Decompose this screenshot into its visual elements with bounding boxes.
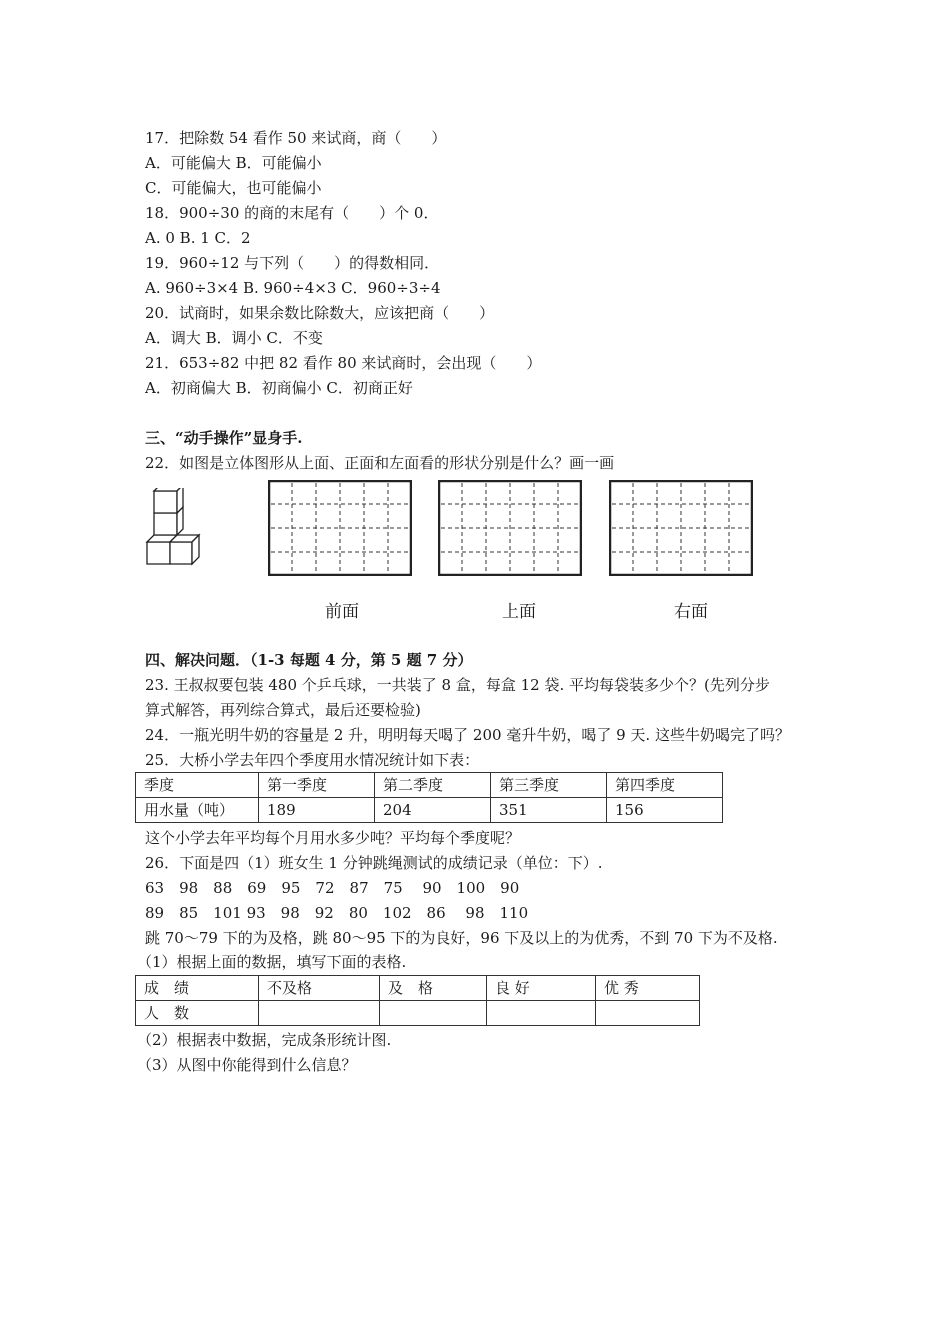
table-row: [136, 773, 723, 798]
caption-right: 右面: [674, 602, 708, 622]
q19-options: A. 960÷3×4 B. 960÷4×3 C．960÷3÷4: [145, 279, 441, 297]
table-header-cell: 季度: [136, 773, 259, 798]
cube-front-face: [154, 491, 177, 513]
table-cell: 189: [259, 798, 375, 823]
q24: 24．一瓶光明牛奶的容量是 2 升，明明每天喝了 200 毫升牛奶，喝了 9 天. 这些牛奶喝完了吗？: [145, 726, 790, 744]
cube-front-face: [154, 513, 177, 535]
sub-question-2: （2）根据表中数据，完成条形统计图.: [137, 1031, 392, 1049]
data-row-1: 63 98 88 69 95 72 87 75 90 100 90: [145, 879, 520, 897]
sub-question-1: （1）根据上面的数据，填写下面的表格.: [137, 953, 407, 971]
table-header-cell: 第二季度: [375, 773, 491, 798]
q26: 26．下面是四（1）班女生 1 分钟跳绳测试的成绩记录（单位：下）.: [145, 854, 603, 872]
q17-options-ab: A．可能偏大 B．可能偏小: [145, 154, 322, 172]
table-header-cell: 优 秀: [596, 976, 700, 1001]
q20-stem: 20．试商时，如果余数比除数大，应该把商（ ）: [145, 304, 495, 322]
table-cell: 156: [607, 798, 723, 823]
water-usage-table: [135, 772, 723, 823]
top-view-grid[interactable]: [438, 480, 582, 576]
table-header-cell: 良 好: [487, 976, 596, 1001]
q25-ask: 这个小学去年平均每个月用水多少吨？平均每个季度呢？: [145, 829, 521, 847]
q17-option-c: C．可能偏大，也可能偏小: [145, 179, 322, 197]
caption-front: 前面: [325, 602, 359, 622]
q22-stem: 22．如图是立体图形从上面、正面和左面看的形状分别是什么？画一画: [145, 454, 615, 472]
table-cell: 用水量（吨）: [136, 798, 259, 823]
answer-cell-excellent[interactable]: [596, 1001, 700, 1026]
right-view-grid[interactable]: [609, 480, 753, 576]
caption-top: 上面: [502, 602, 536, 622]
table-cell: 人 数: [136, 1001, 259, 1026]
table-header-cell: 及 格: [380, 976, 487, 1001]
data-row-2: 89 85 101 93 98 92 80 102 86 98 110: [145, 904, 529, 922]
q23-line1: 23. 王叔叔要包装 480 个乒乓球，一共装了 8 盒，每盒 12 袋. 平均每袋装多少个？(先列分步: [145, 676, 770, 694]
cube-front-face: [170, 542, 192, 564]
answer-cell-fail[interactable]: [259, 1001, 380, 1026]
table-row: [136, 1001, 700, 1026]
sub-question-3: （3）从图中你能得到什么信息？: [137, 1056, 357, 1074]
answer-cell-good[interactable]: [487, 1001, 596, 1026]
q21-options: A．初商偏大 B．初商偏小 C．初商正好: [145, 379, 413, 397]
table-header-cell: 成 绩: [136, 976, 259, 1001]
q23-line2: 算式解答，再列综合算式，最后还要检验): [145, 701, 421, 719]
criteria: 跳 70～79 下的为及格，跳 80～95 下的为良好，96 下及以上的为优秀，不到 70 下为不及格.: [145, 929, 778, 947]
cube-front-face: [147, 542, 170, 564]
section3-heading: 三、“动手操作”显身手.: [145, 429, 303, 447]
table-header-cell: 不及格: [259, 976, 380, 1001]
q18-options: A. 0 B. 1 C．2: [145, 229, 251, 247]
q18-stem: 18．900÷30 的商的末尾有（ ）个 0．: [145, 204, 439, 222]
table-row: [136, 976, 700, 1001]
table-header-cell: 第一季度: [259, 773, 375, 798]
q17-stem: 17．把除数 54 看作 50 来试商，商（ ）: [145, 129, 447, 147]
table-row: [136, 798, 723, 823]
q20-options: A．调大 B．调小 C．不变: [145, 329, 323, 347]
score-table: [135, 975, 700, 1026]
section4-heading: 四、解决问题．（1-3 每题 4 分，第 5 题 7 分）: [145, 651, 473, 669]
table-cell: 204: [375, 798, 491, 823]
q25: 25．大桥小学去年四个季度用水情况统计如下表：: [145, 751, 480, 769]
cube-stack-figure: [140, 488, 206, 568]
q19-stem: 19．960÷12 与下列（ ）的得数相同．: [145, 254, 440, 272]
answer-cell-pass[interactable]: [380, 1001, 487, 1026]
front-view-grid[interactable]: [268, 480, 412, 576]
table-cell: 351: [491, 798, 607, 823]
table-header-cell: 第四季度: [607, 773, 723, 798]
q21-stem: 21．653÷82 中把 82 看作 80 来试商时，会出现（ ）: [145, 354, 542, 372]
table-header-cell: 第三季度: [491, 773, 607, 798]
